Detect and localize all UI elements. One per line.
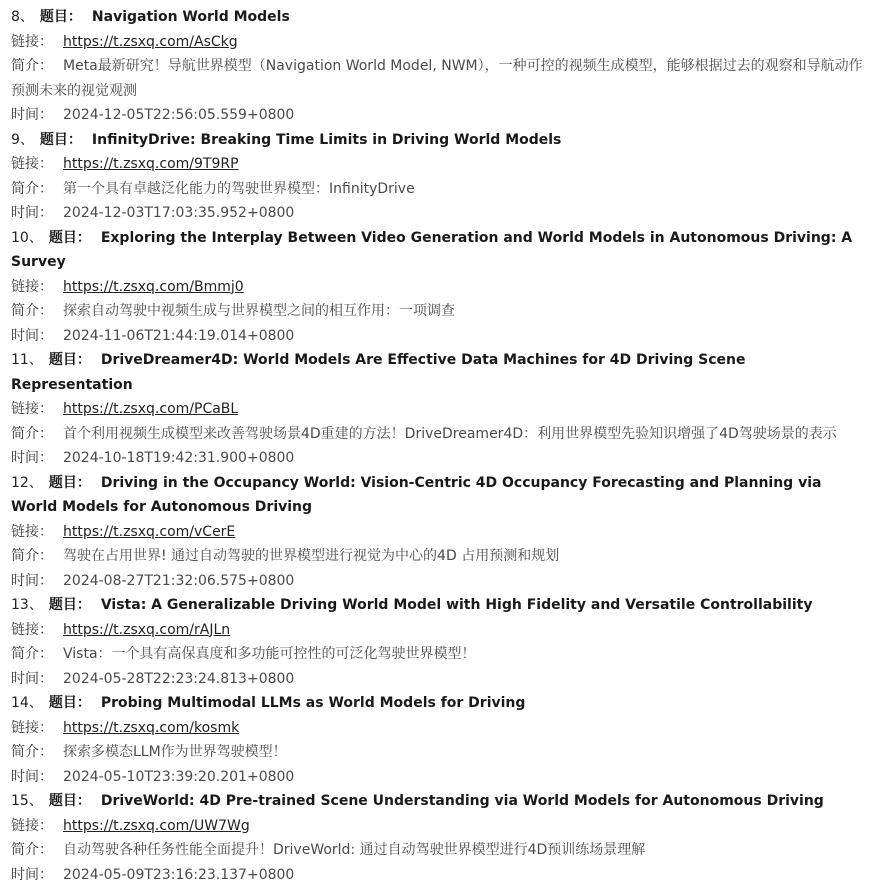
entry-time: 2024-08-27T21:32:06.575+0800 — [63, 573, 294, 589]
entry-title-line — [11, 128, 869, 153]
entry-time-line — [11, 863, 869, 887]
entry-link-line — [11, 152, 869, 177]
entry-title-line — [11, 5, 869, 30]
summary-label: 简介： — [11, 548, 53, 564]
entry-link[interactable]: https://t.zsxq.com/rAJLn — [63, 622, 230, 638]
entry-summary: 驾驶在占用世界! 通过自动驾驶的世界模型进行视觉为中心的4D 占用预测和规划 — [63, 548, 559, 564]
entry-summary: 自动驾驶各种任务性能全面提升！DriveWorld: 通过自动驾驶世界模型进行4D预训练场景理解 — [63, 842, 645, 858]
entry-summary: Vista：一个具有高保真度和多功能可控性的可泛化驾驶世界模型！ — [63, 646, 476, 662]
time-label: 时间： — [11, 671, 53, 687]
title-label: 题目： — [49, 352, 91, 368]
entry-time: 2024-12-05T22:56:05.559+0800 — [63, 107, 294, 123]
list-item — [11, 471, 869, 594]
entry-time-line — [11, 324, 869, 349]
time-label: 时间： — [11, 107, 53, 123]
entry-summary-line — [11, 299, 869, 324]
entry-title-line — [11, 348, 869, 397]
entry-title: Navigation World Models — [92, 9, 290, 25]
entry-time-line — [11, 667, 869, 692]
list-item — [11, 226, 869, 349]
entry-link[interactable]: https://t.zsxq.com/vCerE — [63, 524, 235, 540]
entry-number: 14、 — [11, 695, 43, 711]
entry-title-line — [11, 593, 869, 618]
summary-label: 简介： — [11, 842, 53, 858]
entry-title-line — [11, 789, 869, 814]
time-label: 时间： — [11, 769, 53, 785]
entry-number: 10、 — [11, 230, 43, 246]
entry-summary-line — [11, 740, 869, 765]
title-label: 题目： — [49, 475, 91, 491]
entry-number: 13、 — [11, 597, 43, 613]
entry-title-line — [11, 226, 869, 275]
time-label: 时间： — [11, 328, 53, 344]
entry-link-line — [11, 30, 869, 55]
entry-link-line — [11, 618, 869, 643]
entry-title: DriveWorld: 4D Pre-trained Scene Understanding via World Models for Autonomous Driving — [101, 793, 824, 809]
entry-link-line — [11, 275, 869, 300]
link-label: 链接： — [11, 622, 53, 638]
list-item — [11, 348, 869, 471]
entry-number: 12、 — [11, 475, 43, 491]
time-label: 时间： — [11, 867, 53, 883]
link-label: 链接： — [11, 818, 53, 834]
entry-link-line — [11, 397, 869, 422]
link-label: 链接： — [11, 279, 53, 295]
title-label: 题目： — [49, 230, 91, 246]
title-label: 题目： — [40, 9, 82, 25]
entry-time: 2024-12-03T17:03:35.952+0800 — [63, 205, 294, 221]
title-label: 题目： — [49, 793, 91, 809]
list-item — [11, 691, 869, 789]
link-label: 链接： — [11, 720, 53, 736]
entry-title: Exploring the Interplay Between Video Generation and World Models in Autonomous Driving: A Survey — [11, 230, 852, 271]
entry-summary-line — [11, 54, 869, 103]
entry-title-line — [11, 471, 869, 520]
entry-title: Probing Multimodal LLMs as World Models for Driving — [101, 695, 526, 711]
entry-time-line — [11, 765, 869, 790]
entry-summary-line — [11, 544, 869, 569]
summary-label: 简介： — [11, 58, 53, 74]
entry-link-line — [11, 814, 869, 839]
summary-label: 简介： — [11, 646, 53, 662]
entry-number: 15、 — [11, 793, 43, 809]
title-label: 题目： — [40, 132, 82, 148]
entry-summary: 首个利用视频生成模型来改善驾驶场景4D重建的方法！DriveDreamer4D：利用世界模型先验知识增强了4D驾驶场景的表示 — [63, 426, 837, 442]
entry-time: 2024-11-06T21:44:19.014+0800 — [63, 328, 294, 344]
summary-label: 简介： — [11, 426, 53, 442]
entry-time: 2024-05-10T23:39:20.201+0800 — [63, 769, 294, 785]
entry-link[interactable]: https://t.zsxq.com/AsCkg — [63, 34, 238, 50]
entry-time-line — [11, 446, 869, 471]
entry-summary: 探索自动驾驶中视频生成与世界模型之间的相互作用：一项调查 — [63, 303, 455, 319]
entry-time-line — [11, 201, 869, 226]
entry-link[interactable]: https://t.zsxq.com/UW7Wg — [63, 818, 250, 834]
list-item — [11, 789, 869, 887]
link-label: 链接： — [11, 156, 53, 172]
link-label: 链接： — [11, 34, 53, 50]
entry-summary: Meta最新研究！导航世界模型（Navigation World Model, NWM），一种可控的视频生成模型，能够根据过去的观察和导航动作预测未来的视觉观测 — [11, 58, 863, 99]
entry-link[interactable]: https://t.zsxq.com/Bmmj0 — [63, 279, 244, 295]
entry-title: Vista: A Generalizable Driving World Model with High Fidelity and Versatile Controllability — [101, 597, 813, 613]
entry-title: InfinityDrive: Breaking Time Limits in Driving World Models — [92, 132, 561, 148]
entry-link-line — [11, 520, 869, 545]
entry-link[interactable]: https://t.zsxq.com/9T9RP — [63, 156, 239, 172]
entry-time: 2024-05-28T22:23:24.813+0800 — [63, 671, 294, 687]
entry-time-line — [11, 569, 869, 594]
entry-link-line — [11, 716, 869, 741]
list-item — [11, 5, 869, 128]
entry-summary-line — [11, 642, 869, 667]
list-item — [11, 128, 869, 226]
link-label: 链接： — [11, 524, 53, 540]
summary-label: 简介： — [11, 303, 53, 319]
entry-summary-line — [11, 422, 869, 447]
entry-link[interactable]: https://t.zsxq.com/kosmk — [63, 720, 239, 736]
entry-time-line — [11, 103, 869, 128]
summary-label: 简介： — [11, 181, 53, 197]
entry-summary-line — [11, 177, 869, 202]
entry-number: 11、 — [11, 352, 43, 368]
entry-number: 8、 — [11, 9, 34, 25]
entry-link[interactable]: https://t.zsxq.com/PCaBL — [63, 401, 238, 417]
entry-summary-line — [11, 838, 869, 863]
title-label: 题目： — [49, 695, 91, 711]
entry-title: DriveDreamer4D: World Models Are Effective Data Machines for 4D Driving Scene Representation — [11, 352, 745, 393]
title-label: 题目： — [49, 597, 91, 613]
link-label: 链接： — [11, 401, 53, 417]
entry-time: 2024-05-09T23:16:23.137+0800 — [63, 867, 294, 883]
list-item — [11, 593, 869, 691]
summary-label: 简介： — [11, 744, 53, 760]
time-label: 时间： — [11, 450, 53, 466]
entry-title: Driving in the Occupancy World: Vision-Centric 4D Occupancy Forecasting and Planning via World Models for Autonomous Driving — [11, 475, 821, 516]
time-label: 时间： — [11, 573, 53, 589]
entry-summary: 探索多模态LLM作为世界驾驶模型！ — [63, 744, 287, 760]
entry-summary: 第一个具有卓越泛化能力的驾驶世界模型：InfinityDrive — [63, 181, 415, 197]
time-label: 时间： — [11, 205, 53, 221]
entry-number: 9、 — [11, 132, 34, 148]
entry-title-line — [11, 691, 869, 716]
entry-time: 2024-10-18T19:42:31.900+0800 — [63, 450, 294, 466]
